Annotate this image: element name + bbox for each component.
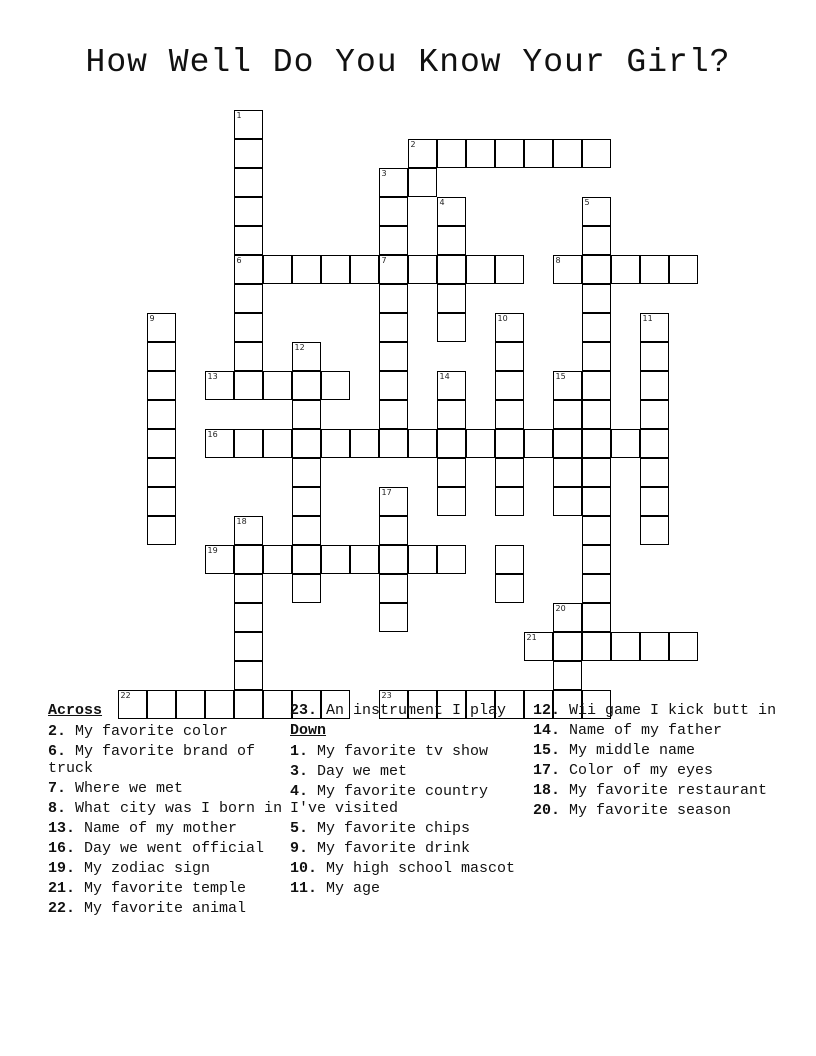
grid-cell[interactable]	[379, 516, 408, 545]
grid-cell[interactable]	[408, 168, 437, 197]
grid-cell[interactable]	[147, 487, 176, 516]
grid-cell[interactable]	[553, 487, 582, 516]
clue-number: 11	[642, 314, 653, 323]
grid-cell[interactable]	[495, 400, 524, 429]
grid-cell[interactable]	[582, 487, 611, 516]
grid-cell[interactable]	[582, 226, 611, 255]
grid-cell[interactable]	[234, 429, 263, 458]
grid-cell[interactable]	[234, 313, 263, 342]
clues-column-3	[533, 702, 793, 822]
clue-number: 16	[207, 430, 218, 439]
grid-cell[interactable]	[292, 400, 321, 429]
grid-cell[interactable]	[234, 110, 263, 139]
grid-cell[interactable]	[292, 574, 321, 603]
grid-cell[interactable]	[582, 197, 611, 226]
grid-cell[interactable]	[292, 255, 321, 284]
grid-cell[interactable]	[408, 545, 437, 574]
grid-cell[interactable]	[292, 371, 321, 400]
clue-down-15: 15. My middle name	[533, 742, 696, 759]
clue-down-20: 20. My favorite season	[533, 802, 732, 819]
grid-cell[interactable]	[234, 545, 263, 574]
clue-across-6: 6. My favorite brand of truck	[48, 743, 256, 777]
grid-cell[interactable]	[379, 197, 408, 226]
grid-cell[interactable]	[524, 632, 553, 661]
grid-cell[interactable]	[234, 371, 263, 400]
grid-cell[interactable]	[553, 429, 582, 458]
grid-cell[interactable]	[263, 255, 292, 284]
grid-cell[interactable]	[263, 545, 292, 574]
clue-number: 13	[207, 372, 218, 381]
grid-cell[interactable]	[379, 574, 408, 603]
clue-across-16: 16. Day we went official	[48, 840, 265, 857]
grid-cell[interactable]	[321, 371, 350, 400]
grid-cell[interactable]	[234, 255, 263, 284]
grid-cell[interactable]	[582, 342, 611, 371]
clue-down-17: 17. Color of my eyes	[533, 762, 714, 779]
grid-cell[interactable]	[582, 545, 611, 574]
clue-number: 21	[526, 633, 537, 642]
grid-cell[interactable]	[379, 429, 408, 458]
clue-down-18: 18. My favorite restaurant	[533, 782, 768, 799]
grid-cell[interactable]	[437, 545, 466, 574]
grid-cell[interactable]	[495, 255, 524, 284]
grid-cell[interactable]	[582, 603, 611, 632]
grid-cell[interactable]	[582, 458, 611, 487]
grid-cell[interactable]	[292, 545, 321, 574]
grid-cell[interactable]	[379, 545, 408, 574]
grid-cell[interactable]	[234, 603, 263, 632]
grid-cell[interactable]	[640, 371, 669, 400]
clue-number: 2	[410, 140, 416, 149]
grid-cell[interactable]	[466, 139, 495, 168]
grid-cell[interactable]	[234, 284, 263, 313]
grid-cell[interactable]	[669, 255, 698, 284]
grid-cell[interactable]	[437, 139, 466, 168]
grid-cell[interactable]	[321, 545, 350, 574]
grid-cell[interactable]	[582, 632, 611, 661]
grid-cell[interactable]	[553, 603, 582, 632]
grid-cell[interactable]	[495, 545, 524, 574]
grid-cell[interactable]	[147, 429, 176, 458]
grid-cell[interactable]	[147, 342, 176, 371]
grid-cell[interactable]	[408, 429, 437, 458]
clue-down-4: 4. My favorite country I've visited	[290, 783, 489, 817]
clue-down-3: 3. Day we met	[290, 763, 408, 780]
clue-number: 3	[381, 169, 387, 178]
clue-number: 18	[236, 517, 247, 526]
grid-cell[interactable]	[553, 458, 582, 487]
grid-cell[interactable]	[466, 255, 495, 284]
grid-cell[interactable]	[147, 458, 176, 487]
clue-number: 23	[381, 691, 392, 700]
grid-cell[interactable]	[408, 255, 437, 284]
clue-number: 1	[236, 111, 242, 120]
grid-cell[interactable]	[611, 255, 640, 284]
grid-cell[interactable]	[611, 429, 640, 458]
grid-cell[interactable]	[553, 139, 582, 168]
grid-cell[interactable]	[205, 371, 234, 400]
grid-cell[interactable]	[640, 458, 669, 487]
grid-cell[interactable]	[640, 516, 669, 545]
clue-number: 19	[207, 546, 218, 555]
grid-cell[interactable]	[437, 197, 466, 226]
clue-across-7: 7. Where we met	[48, 780, 184, 797]
grid-cell[interactable]	[234, 168, 263, 197]
grid-cell[interactable]	[437, 255, 466, 284]
grid-cell[interactable]	[640, 313, 669, 342]
clue-number: 20	[555, 604, 566, 613]
grid-cell[interactable]	[582, 371, 611, 400]
clue-across-2: 2. My favorite color	[48, 723, 229, 740]
grid-cell[interactable]	[524, 429, 553, 458]
grid-cell[interactable]	[640, 400, 669, 429]
grid-cell[interactable]	[582, 574, 611, 603]
grid-cell[interactable]	[379, 371, 408, 400]
puzzle-title: How Well Do You Know Your Girl?	[85, 44, 731, 81]
clues-column-2	[290, 702, 520, 900]
grid-cell[interactable]	[321, 255, 350, 284]
clue-number: 15	[555, 372, 566, 381]
across-heading: Across	[48, 702, 103, 719]
grid-cell[interactable]	[553, 661, 582, 690]
clue-across-13: 13. Name of my mother	[48, 820, 238, 837]
grid-cell[interactable]	[379, 255, 408, 284]
grid-cell[interactable]	[379, 400, 408, 429]
clue-number: 8	[555, 256, 561, 265]
grid-cell[interactable]	[147, 371, 176, 400]
grid-cell[interactable]	[292, 429, 321, 458]
clue-across-8: 8. What city was I born in	[48, 800, 283, 817]
grid-cell[interactable]	[495, 371, 524, 400]
grid-cell[interactable]	[582, 284, 611, 313]
grid-cell[interactable]	[147, 400, 176, 429]
grid-cell[interactable]	[495, 487, 524, 516]
clue-across-21: 21. My favorite temple	[48, 880, 247, 897]
grid-cell[interactable]	[437, 400, 466, 429]
clue-down-12: 12. Wii game I kick butt in	[533, 702, 777, 719]
grid-cell[interactable]	[379, 603, 408, 632]
grid-cell[interactable]	[553, 632, 582, 661]
grid-cell[interactable]	[640, 255, 669, 284]
grid-cell[interactable]	[466, 429, 495, 458]
grid-cell[interactable]	[437, 487, 466, 516]
grid-cell[interactable]	[582, 313, 611, 342]
grid-cell[interactable]	[640, 342, 669, 371]
grid-cell[interactable]	[234, 661, 263, 690]
down-heading: Down	[290, 722, 327, 739]
grid-cell[interactable]	[234, 342, 263, 371]
grid-cell[interactable]	[437, 226, 466, 255]
grid-cell[interactable]	[437, 429, 466, 458]
grid-cell[interactable]	[437, 458, 466, 487]
grid-cell[interactable]	[495, 458, 524, 487]
grid-cell[interactable]	[147, 313, 176, 342]
grid-cell[interactable]	[582, 139, 611, 168]
grid-cell[interactable]	[379, 226, 408, 255]
grid-cell[interactable]	[292, 342, 321, 371]
grid-cell[interactable]	[350, 255, 379, 284]
clue-number: 7	[381, 256, 387, 265]
grid-cell[interactable]	[205, 429, 234, 458]
clue-across-23: 23. An instrument I play	[290, 702, 507, 719]
grid-cell[interactable]	[205, 545, 234, 574]
grid-cell[interactable]	[437, 371, 466, 400]
grid-cell[interactable]	[321, 429, 350, 458]
grid-cell[interactable]	[350, 429, 379, 458]
clue-down-11: 11. My age	[290, 880, 381, 897]
grid-cell[interactable]	[640, 632, 669, 661]
grid-cell[interactable]	[292, 458, 321, 487]
grid-cell[interactable]	[437, 284, 466, 313]
grid-cell[interactable]	[582, 400, 611, 429]
grid-cell[interactable]	[582, 429, 611, 458]
grid-cell[interactable]	[495, 574, 524, 603]
clue-across-22: 22. My favorite animal	[48, 900, 247, 917]
grid-cell[interactable]	[292, 487, 321, 516]
grid-cell[interactable]	[553, 400, 582, 429]
grid-cell[interactable]	[611, 632, 640, 661]
grid-cell[interactable]	[553, 255, 582, 284]
clue-number: 9	[149, 314, 155, 323]
clue-number: 5	[584, 198, 590, 207]
clue-number: 14	[439, 372, 450, 381]
grid-cell[interactable]	[408, 139, 437, 168]
clue-down-14: 14. Name of my father	[533, 722, 723, 739]
grid-cell[interactable]	[582, 516, 611, 545]
grid-cell[interactable]	[350, 545, 379, 574]
grid-cell[interactable]	[379, 284, 408, 313]
grid-cell[interactable]	[234, 516, 263, 545]
clue-number: 22	[120, 691, 131, 700]
grid-cell[interactable]	[495, 313, 524, 342]
grid-cell[interactable]	[553, 371, 582, 400]
clue-number: 17	[381, 488, 392, 497]
clue-number: 4	[439, 198, 445, 207]
grid-cell[interactable]	[234, 197, 263, 226]
grid-cell[interactable]	[379, 313, 408, 342]
grid-cell[interactable]	[263, 371, 292, 400]
grid-cell[interactable]	[234, 226, 263, 255]
grid-cell[interactable]	[495, 429, 524, 458]
grid-cell[interactable]	[379, 342, 408, 371]
grid-cell[interactable]	[263, 429, 292, 458]
grid-cell[interactable]	[379, 487, 408, 516]
grid-cell[interactable]	[640, 429, 669, 458]
grid-cell[interactable]	[582, 255, 611, 284]
clue-across-19: 19. My zodiac sign	[48, 860, 211, 877]
clue-down-10: 10. My high school mascot	[290, 860, 516, 877]
grid-cell[interactable]	[292, 516, 321, 545]
grid-cell[interactable]	[524, 139, 553, 168]
clue-down-1: 1. My favorite tv show	[290, 743, 489, 760]
clues-column-1	[48, 702, 283, 920]
clue-number: 10	[497, 314, 508, 323]
clue-down-9: 9. My favorite drink	[290, 840, 471, 857]
grid-cell[interactable]	[437, 313, 466, 342]
grid-cell[interactable]	[640, 487, 669, 516]
grid-cell[interactable]	[147, 516, 176, 545]
grid-cell[interactable]	[669, 632, 698, 661]
grid-cell[interactable]	[495, 342, 524, 371]
grid-cell[interactable]	[234, 139, 263, 168]
grid-cell[interactable]	[234, 632, 263, 661]
clue-number: 12	[294, 343, 305, 352]
grid-cell[interactable]	[379, 168, 408, 197]
grid-cell[interactable]	[234, 574, 263, 603]
clue-number: 6	[236, 256, 242, 265]
grid-cell[interactable]	[495, 139, 524, 168]
clue-down-5: 5. My favorite chips	[290, 820, 471, 837]
